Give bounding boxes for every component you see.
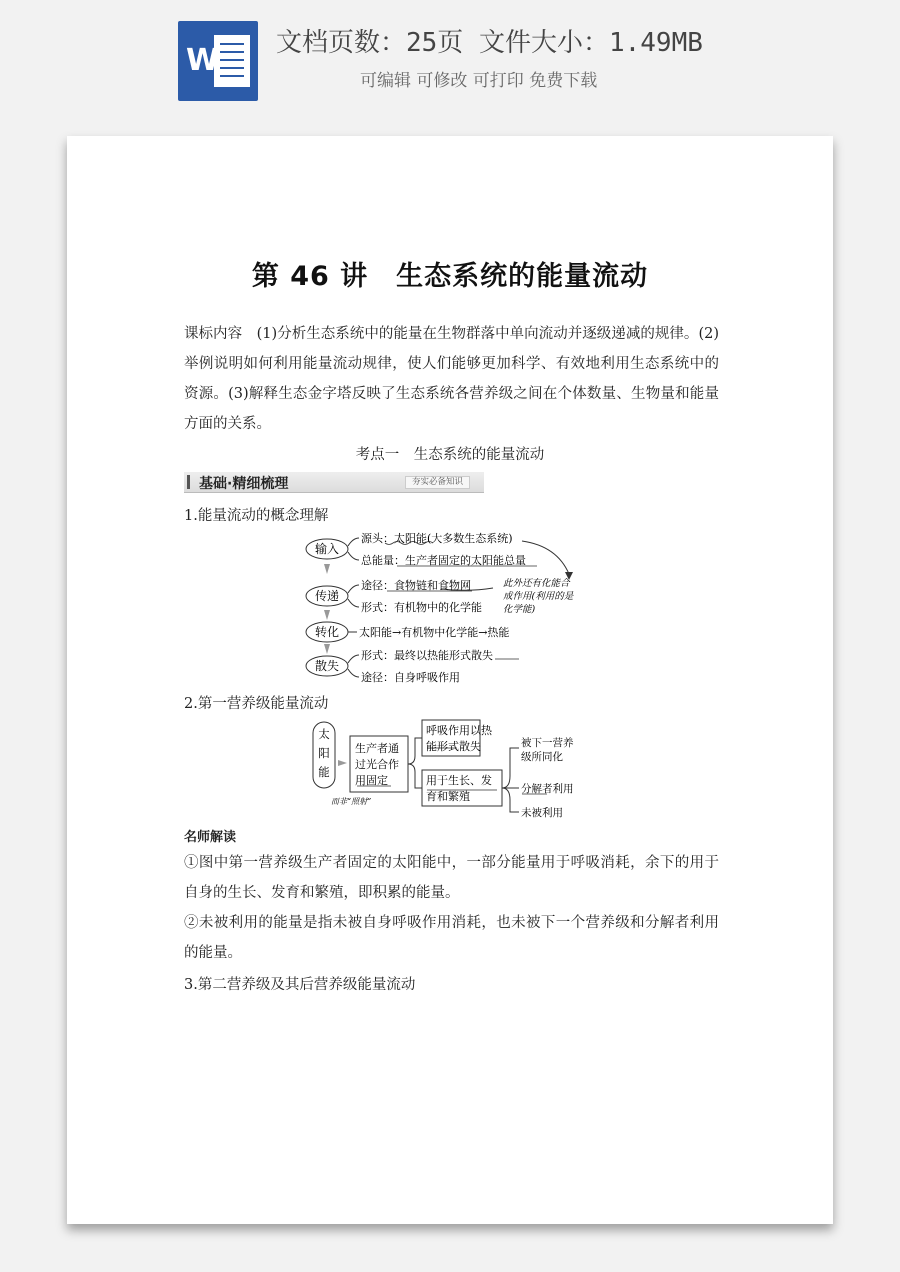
document-banner [0, 0, 900, 130]
stage-label-loss: 散失 [314, 659, 340, 673]
total-text: 总能量：生产者固定的太阳能总量 [361, 554, 526, 567]
brace-loss-route [348, 669, 359, 677]
stage-label-transfer: 传递 [314, 589, 340, 603]
energy-flow-concept-diagram [297, 526, 637, 686]
right-arrow [338, 760, 347, 766]
next-level-line-1: 被下一营养 [521, 737, 574, 749]
banner-subtitle: 可编辑 可修改 可打印 免费下载 [360, 71, 598, 91]
growth-line-2: 育和繁殖 [426, 790, 470, 803]
brace-total [348, 552, 359, 560]
not-irradiation-note: 而非“照射” [331, 797, 372, 806]
section-marker [187, 475, 190, 489]
heading-1: 1.能量流动的概念理解 [184, 508, 329, 524]
route-text: 途径：食物链和食物网 [361, 579, 471, 592]
note-line-1: 此外还有化能合 [503, 578, 570, 589]
growth-line-1: 用于生长、发 [426, 774, 492, 787]
mingshi-heading: 名师解读 [184, 830, 237, 845]
note-arrow-curve [522, 541, 569, 574]
note-line-2: 成作用(利用的是 [503, 591, 574, 602]
document-page [67, 136, 833, 1224]
respiration-line-2: 能形式散失 [426, 740, 481, 753]
word-sheet-lines [214, 35, 250, 87]
kaodian-heading: 考点一 生态系统的能量流动 [355, 447, 545, 463]
note-line-3: 化学能) [503, 604, 536, 615]
sun-char-2: 阳 [318, 746, 330, 760]
banner-title: 文档页数：25页 文件大小：1.49MB [276, 28, 703, 58]
source-text: 源头：太阳能(大多数生态系统) [361, 532, 513, 545]
brace-form [348, 599, 359, 607]
producer-line-3: 用固定 [355, 774, 388, 787]
form-text: 形式：有机物中的化学能 [361, 601, 482, 614]
brace-loss-form [348, 655, 359, 663]
heading-2: 2.第一营养级能量流动 [184, 696, 329, 712]
sun-char-3: 能 [318, 765, 330, 779]
brace-growth [408, 764, 422, 788]
section-bar [184, 472, 484, 493]
section-label: 基础·精细梳理 [199, 476, 289, 492]
loss-route-text: 途径：自身呼吸作用 [361, 671, 460, 684]
brace-route [348, 585, 359, 593]
convert-text: 太阳能→有机物中化学能→热能 [359, 626, 510, 639]
down-arrow-3 [324, 644, 330, 654]
decomposer-text: 分解者利用 [521, 783, 574, 795]
page-title: 第 46 讲 生态系统的能量流动 [251, 261, 649, 292]
brace-unused [502, 788, 519, 812]
down-arrow-2 [324, 610, 330, 620]
interpretation-paragraph-1: ①图中第一营养级生产者固定的太阳能中，一部分能量用于呼吸消耗，余下的用于自身的生长、发育和繁殖，即积累的能量。 [184, 855, 719, 901]
brace-respiration [408, 738, 422, 764]
producer-line-1: 生产者通 [355, 742, 399, 755]
section-tag: 夯实必备知识 [405, 476, 470, 489]
loss-form-text: 形式：最终以热能形式散失 [361, 649, 493, 662]
word-letter: W [186, 43, 220, 78]
interpretation-paragraph-2: ②未被利用的能量是指未被自身呼吸作用消耗，也未被下一个营养级和分解者利用的能量。 [184, 915, 719, 961]
respiration-line-1: 呼吸作用以热 [426, 724, 492, 737]
down-arrow-1 [324, 564, 330, 574]
brace-next-level [502, 748, 519, 788]
unused-text: 未被利用 [521, 807, 563, 819]
curriculum-paragraph: 课标内容 (1)分析生态系统中的能量在生物群落中单向流动并逐级递减的规律。(2)举例说明如何利用能量流动规律，使人们能够更加科学、有效地利用生态系统中的资源。(3)解释生态金字塔反映了生态系统各营养级之间在个体数量、生物量和能量方面的关系。 [184, 326, 719, 432]
brace-source [348, 538, 359, 546]
stage-label-convert: 转化 [314, 625, 340, 639]
word-document-icon [178, 21, 258, 101]
next-level-line-2: 级所同化 [521, 751, 563, 763]
first-trophic-level-diagram [307, 718, 607, 820]
stage-label-input: 输入 [314, 542, 340, 556]
producer-line-2: 过光合作 [355, 758, 399, 771]
sun-char-1: 太 [318, 727, 330, 741]
heading-3: 3.第二营养级及其后营养级能量流动 [184, 977, 416, 993]
